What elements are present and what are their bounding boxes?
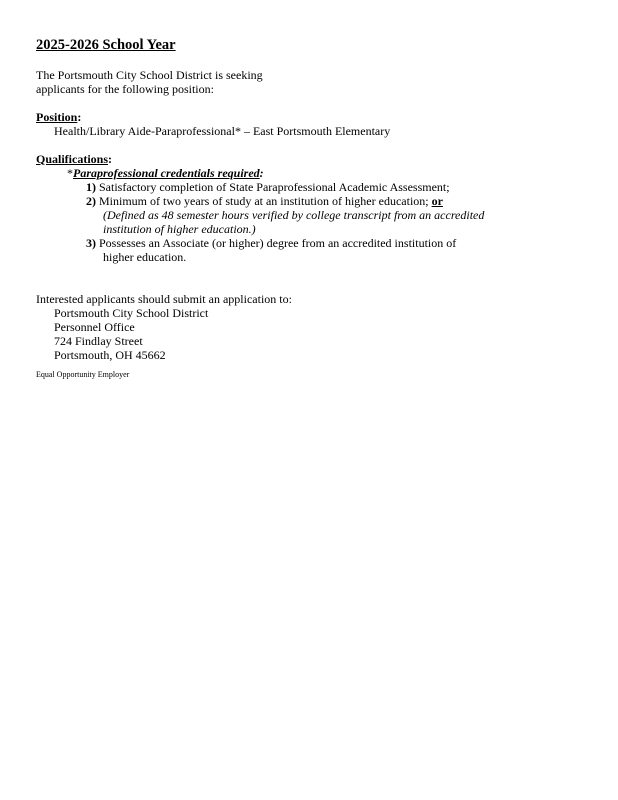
qualification-number: 2) bbox=[86, 194, 96, 208]
address-line: 724 Findlay Street bbox=[54, 334, 143, 348]
spacer bbox=[36, 264, 596, 292]
position-heading bbox=[36, 110, 596, 124]
document-page bbox=[36, 36, 596, 380]
qualification-list bbox=[86, 180, 596, 264]
document-title: 2025-2026 School Year bbox=[36, 37, 176, 53]
qualification-continuation: higher education. bbox=[103, 250, 187, 264]
mailing-address bbox=[54, 306, 596, 362]
qualification-text: Possesses an Associate (or higher) degree from an accredited institution of bbox=[99, 236, 457, 250]
qualifications-heading bbox=[36, 152, 596, 166]
position-section bbox=[36, 110, 596, 138]
address-line: Portsmouth City School District bbox=[54, 306, 209, 320]
qualification-text: Minimum of two years of study at an institution of higher education; bbox=[99, 194, 429, 208]
qualifications-heading-label: Qualifications bbox=[36, 152, 109, 166]
qualification-number: 3) bbox=[86, 236, 96, 250]
qualification-number: 1) bbox=[86, 180, 96, 194]
qualification-item bbox=[86, 180, 596, 194]
intro-line: applicants for the following position: bbox=[36, 82, 214, 96]
address-line: Portsmouth, OH 45662 bbox=[54, 348, 166, 362]
credentials-subheading-label: Paraprofessional credentials required bbox=[73, 166, 260, 180]
asterisk-marker: * bbox=[67, 166, 73, 180]
intro-line: The Portsmouth City School District is seeking bbox=[36, 68, 263, 82]
qualifications-section bbox=[36, 152, 596, 264]
equal-opportunity-note: Equal Opportunity Employer bbox=[36, 370, 130, 379]
qualification-note-line: institution of higher education.) bbox=[103, 222, 256, 236]
position-heading-label: Position bbox=[36, 110, 78, 124]
or-keyword: or bbox=[431, 194, 443, 208]
position-value: Health/Library Aide-Paraprofessional* – East Portsmouth Elementary bbox=[54, 124, 391, 138]
intro-paragraph bbox=[36, 68, 596, 96]
qualification-item bbox=[86, 194, 596, 236]
qualification-item bbox=[86, 236, 596, 264]
qualification-text: Satisfactory completion of State Paraprofessional Academic Assessment; bbox=[99, 180, 450, 194]
qualification-note-line: (Defined as 48 semester hours verified by college transcript from an accredited bbox=[103, 208, 485, 222]
apply-lead: Interested applicants should submit an application to: bbox=[36, 292, 292, 306]
credentials-subheading bbox=[67, 166, 596, 180]
qualifications-heading-colon: : bbox=[108, 152, 113, 166]
apply-section bbox=[36, 292, 596, 362]
address-line: Personnel Office bbox=[54, 320, 135, 334]
credentials-subheading-colon: : bbox=[259, 166, 264, 180]
position-heading-colon: : bbox=[77, 110, 82, 124]
